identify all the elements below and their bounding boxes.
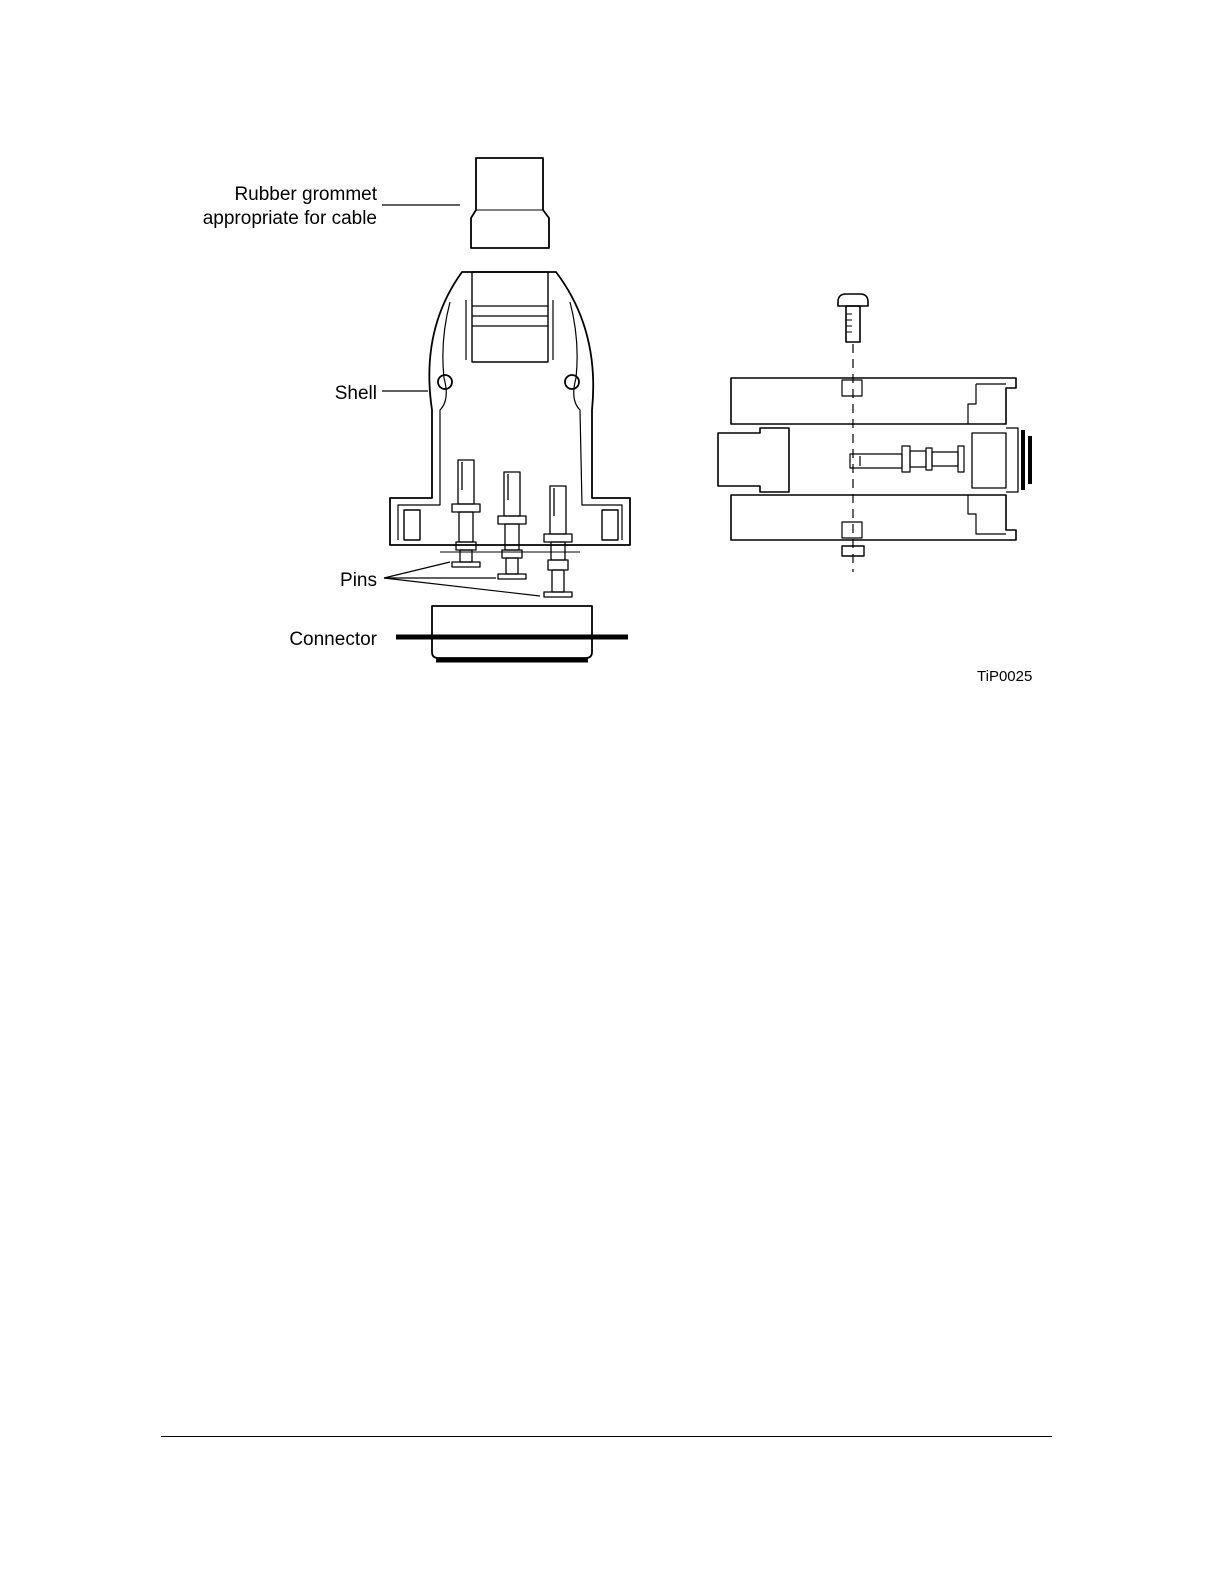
figure-id: TiP0025 bbox=[977, 668, 1033, 685]
label-shell: Shell bbox=[334, 383, 377, 404]
shell bbox=[390, 272, 630, 552]
label-pins: Pins bbox=[340, 570, 377, 591]
rubber-grommet bbox=[471, 158, 549, 248]
pin-1 bbox=[452, 460, 480, 567]
label-grommet-line1: Rubber grommet bbox=[234, 184, 377, 205]
label-grommet-line2: appropriate for cable bbox=[202, 208, 377, 229]
shell-top-half bbox=[731, 378, 1016, 424]
pin-3 bbox=[544, 486, 572, 597]
pin-2 bbox=[498, 472, 526, 579]
label-connector: Connector bbox=[289, 629, 377, 650]
footer-rule bbox=[161, 1436, 1052, 1437]
shell-bottom-half bbox=[731, 495, 1016, 540]
connector bbox=[396, 606, 628, 660]
leader-lines bbox=[382, 205, 540, 596]
grommet-side bbox=[718, 428, 789, 492]
connector-side bbox=[972, 428, 1030, 492]
connector-assembly-diagram bbox=[0, 0, 1224, 720]
screw bbox=[838, 294, 868, 342]
pin-side bbox=[850, 446, 964, 472]
